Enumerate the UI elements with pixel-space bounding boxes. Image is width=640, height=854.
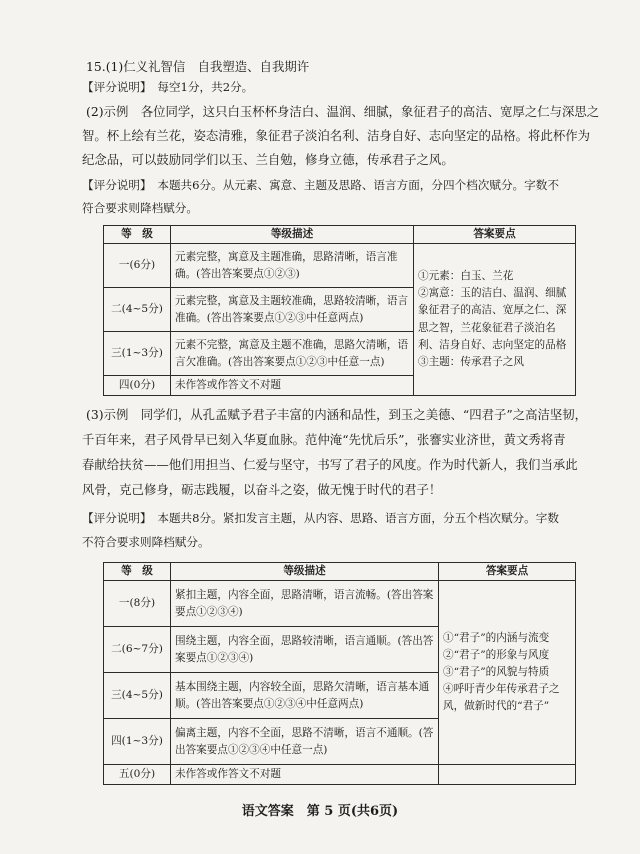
- answer-point: ①“君子”的内涵与流变: [443, 631, 550, 644]
- q15-part2-example-line-1: (2)示例 各位同学，这只白玉杯杯身洁白、温润、细腻，象征君子的高洁、宽厚之仁与深思之: [86, 104, 600, 119]
- grade-description: 元素完整，寓意及主题准确，思路清晰，语言准确。(答出答案要点①②③): [171, 244, 414, 288]
- grade-description: 未作答或作答文不对题: [171, 765, 439, 785]
- table-header: 等 级: [104, 563, 171, 581]
- page-footer: 语文答案 第 5 页(共6页): [241, 804, 399, 819]
- empty-cell: [439, 765, 576, 785]
- scoring-table-part2: [103, 225, 576, 396]
- q15-part3-example-line-4: 风骨，克己修身，砺志践履，以奋斗之姿，做无愧于时代的君子！: [82, 482, 442, 497]
- grade-level: 三(4~5分): [104, 673, 171, 719]
- grade-description: 元素不完整，寓意及主题不准确，思路欠清晰，语言欠准确。(答出答案要点①②③中任意一点): [171, 332, 414, 376]
- table-header: 等级描述: [171, 226, 414, 244]
- grade-description: 偏离主题，内容不全面，思路不清晰，语言不通顺。(答出答案要点①②③④中任意一点): [171, 719, 439, 765]
- answer-point: ④呼吁青少年传承君子之风，做新时代的“君子”: [443, 683, 560, 713]
- grade-level: 二(6~7分): [104, 627, 171, 673]
- grade-level: 四(0分): [104, 376, 171, 396]
- table-header: 答案要点: [439, 563, 576, 581]
- grade-level: 一(8分): [104, 581, 171, 627]
- grade-description: 围绕主题，内容全面，思路较清晰，语言通顺。(答出答案要点①②③④): [171, 627, 439, 673]
- answer-point: ②寓意：玉的洁白、温润、细腻象征君子的高洁、宽厚之仁、深思之智，兰花象征君子淡泊名利、洁身自好、志向坚定的品格: [418, 287, 567, 351]
- answer-point: ③“君子”的风貌与特质: [443, 665, 550, 678]
- grade-description: 元素完整，寓意及主题较准确，思路较清晰，语言准确。(答出答案要点①②③中任意两点): [171, 288, 414, 332]
- answer-point: ②“君子”的形象与风度: [443, 648, 550, 661]
- q15-part2-example-line-3: 纪念品，可以鼓励同学们以玉、兰自勉，修身立德，传承君子之风。: [82, 152, 454, 167]
- grade-level: 四(1~3分): [104, 719, 171, 765]
- q15-part1-scoring-note: 【评分说明】 每空1分，共2分。: [82, 80, 254, 94]
- grade-level: 三(1~3分): [104, 332, 171, 376]
- grade-level: 五(0分): [104, 765, 171, 785]
- q15-part3-scoring-note-line-1: 【评分说明】 本题共8分。紧扣发言主题，从内容、思路、语言方面，分五个档次赋分。字数: [82, 511, 559, 525]
- q15-part2-scoring-note-line-1: 【评分说明】 本题共6分。从元素、寓意、主题及思路、语言方面，分四个档次赋分。字数不: [82, 178, 559, 192]
- answer-points-cell: [414, 244, 576, 396]
- scoring-table-part3: [103, 562, 576, 785]
- grade-level: 二(4~5分): [104, 288, 171, 332]
- answer-point: ③主题：传承君子之风: [418, 355, 524, 368]
- q15-part3-example-line-2: 千百年来，君子风骨早已刻入华夏血脉。范仲淹“先忧后乐”，张謇实业济世，黄文秀将青: [82, 432, 566, 447]
- q15-part2-scoring-note-line-2: 符合要求则降档赋分。: [82, 201, 198, 215]
- table-header: 等 级: [104, 226, 171, 244]
- q15-part2-example-line-2: 智。杯上绘有兰花，姿态清雅，象征君子淡泊名利、洁身自好、志向坚定的品格。将此杯作为: [82, 128, 591, 143]
- table-header: 等级描述: [171, 563, 439, 581]
- table-header: 答案要点: [414, 226, 576, 244]
- q15-part3-scoring-note-line-2: 不符合要求则降档赋分。: [82, 535, 210, 549]
- q15-part1-answer: 15.(1)仁义礼智信 自我塑造、自我期许: [86, 59, 310, 74]
- grade-description: 未作答或作答文不对题: [171, 376, 414, 396]
- q15-part3-example-line-3: 春献给扶贫——他们用担当、仁爱与坚守，书写了君子的风度。作为时代新人，我们当承此: [82, 457, 578, 472]
- grade-level: 一(6分): [104, 244, 171, 288]
- q15-part3-example-line-1: (3)示例 同学们，从孔孟赋予君子丰富的内涵和品性，到玉之美德、“四君子”之高洁坚韧，: [86, 407, 588, 422]
- grade-description: 基本围绕主题，内容较全面，思路欠清晰，语言基本通顺。(答出答案要点①②③④中任意两点): [171, 673, 439, 719]
- answer-points-cell: [439, 581, 576, 765]
- grade-description: 紧扣主题，内容全面，思路清晰，语言流畅。(答出答案要点①②③④): [171, 581, 439, 627]
- answer-point: ①元素：白玉、兰花: [418, 270, 514, 283]
